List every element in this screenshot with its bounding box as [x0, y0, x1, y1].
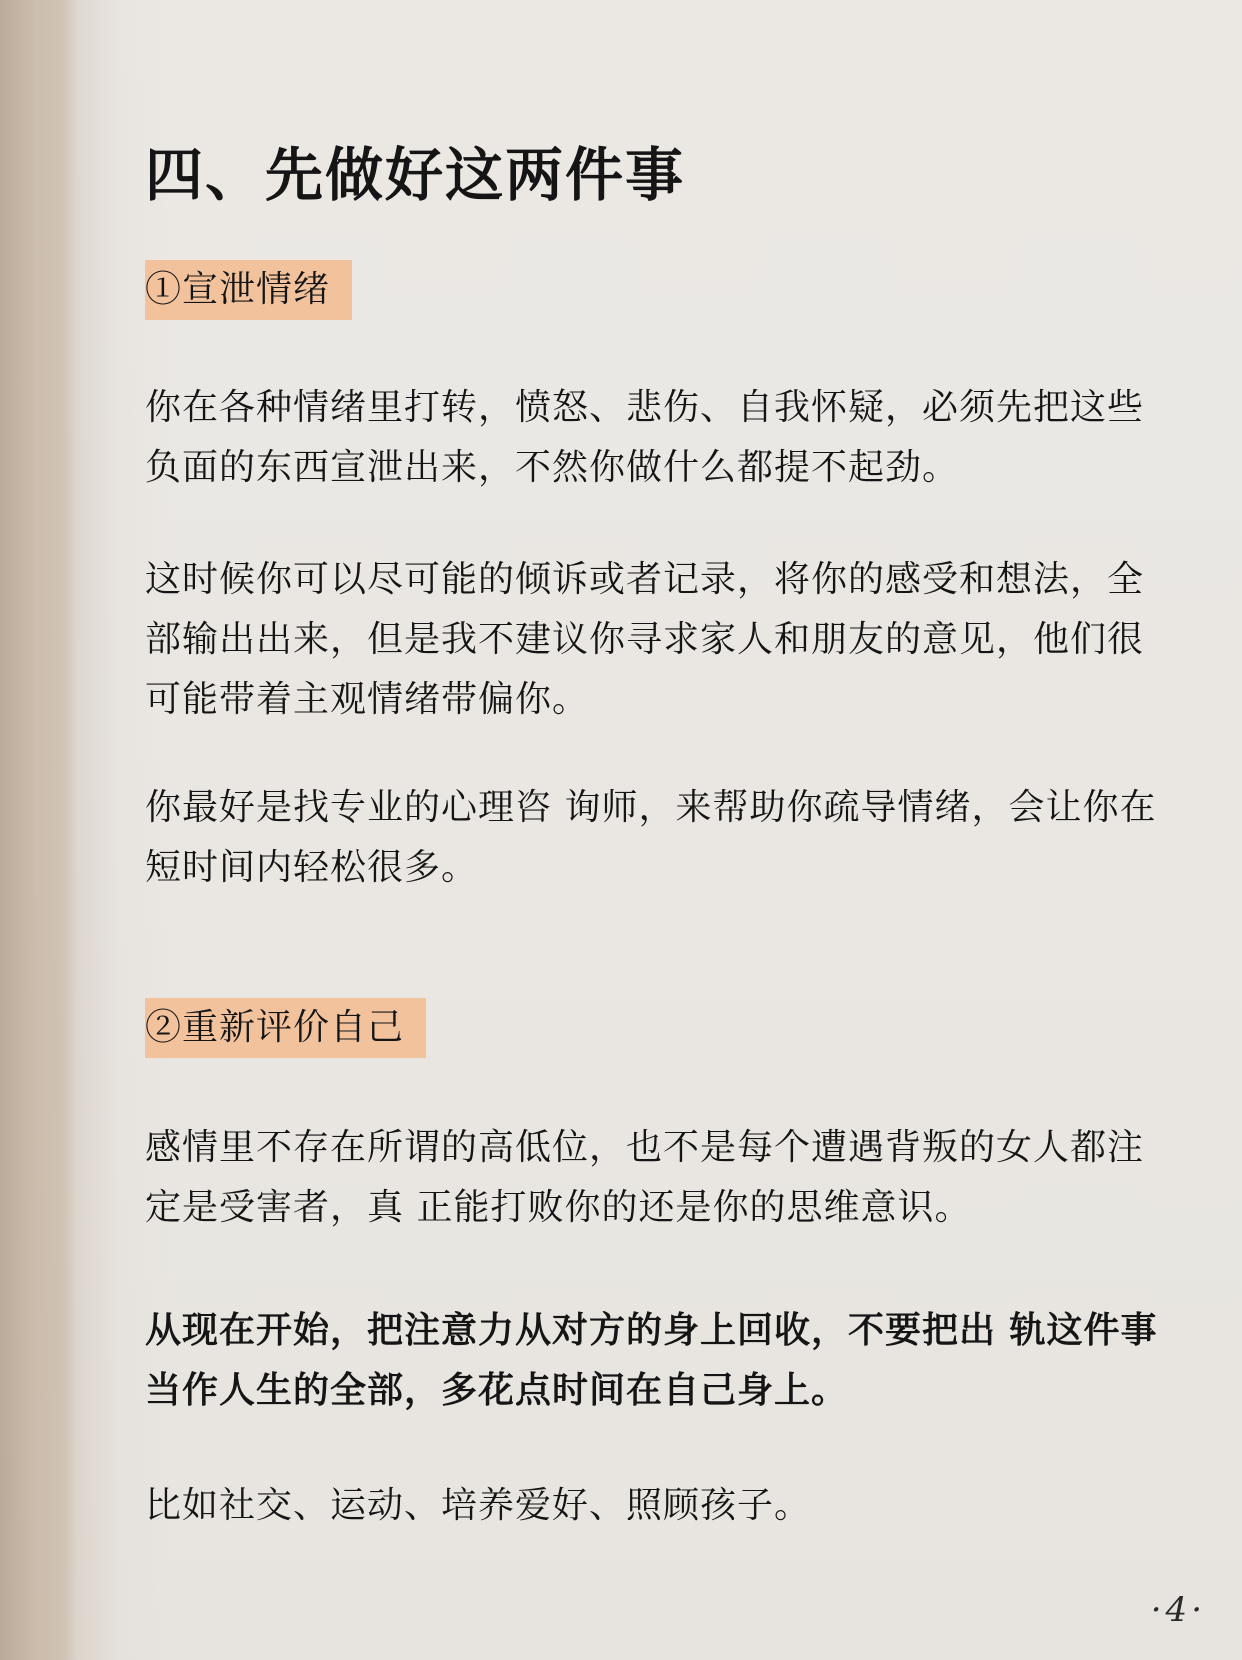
page-number: ·4·	[1150, 1590, 1206, 1630]
section-heading-2: ②重新评价自己	[145, 998, 426, 1058]
paragraph-1-1: 你在各种情绪里打转，愤怒、悲伤、自我怀疑，必须先把这些负面的东西宣泄出来，不然你做什么都提不起劲。	[145, 387, 1145, 488]
section-heading-1: ①宣泄情绪	[145, 260, 352, 320]
paragraph-1-3: 你最好是找专业的心理咨 询师，来帮助你疏导情绪，会让你在短时间内轻松很多。	[145, 787, 1157, 888]
paragraph-2-1: 感情里不存在所谓的高低位，也不是每个遭遇背叛的女人都注定是受害者，真 正能打败你的还是你的思维意识。	[145, 1127, 1145, 1228]
page-title: 四、先做好这两件事	[145, 141, 686, 209]
paragraph-2-3: 比如社交、运动、培养爱好、照顾孩子。	[145, 1485, 812, 1526]
paragraph-1-2: 这时候你可以尽可能的倾诉或者记录，将你的感受和想法，全部输出出来，但是我不建议你寻求家人和朋友的意见，他们很可能带着主观情绪带偏你。	[145, 559, 1145, 720]
book-spine-shadow	[0, 0, 78, 1660]
paragraph-2-2-emphasis: 从现在开始，把注意力从对方的身上回收，不要把出 轨这件事当作人生的全部，多花点时间在自己身上。	[145, 1309, 1158, 1411]
